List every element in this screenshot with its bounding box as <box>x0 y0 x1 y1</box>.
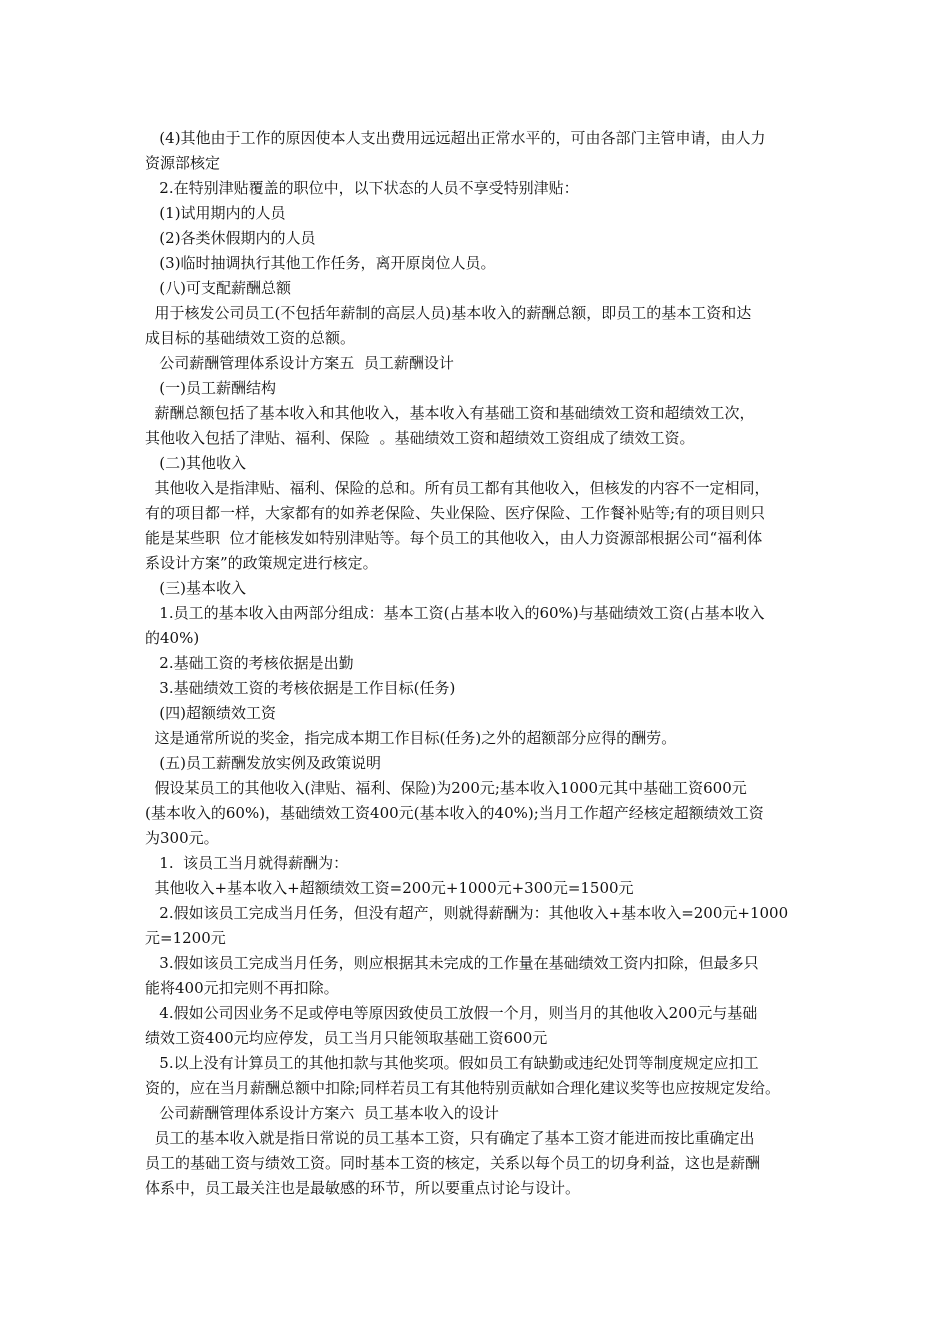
text-line: 薪酬总额包括了基本收入和其他收入，基本收入有基础工资和基础绩效工资和超绩效工次， <box>145 404 755 422</box>
text-line: 公司薪酬管理体系设计方案六 员工基本收入的设计 <box>145 1104 499 1122</box>
text-line: 用于核发公司员工(不包括年薪制的高层人员)基本收入的薪酬总额，即员工的基本工资和达 <box>145 304 752 322</box>
text-line: 其他收入是指津贴、福利、保险的总和。所有员工都有其他收入，但核发的内容不一定相同， <box>145 479 770 497</box>
text-line: 能是某些职 位才能核发如特别津贴等。每个员工的其他收入，由人力资源部根据公司“福利体 <box>145 529 763 547</box>
text-line: 元=1200元 <box>145 929 226 947</box>
text-line: 资的，应在当月薪酬总额中扣除;同样若员工有其他特别贡献如合理化建议奖等也应按规定发给。 <box>145 1079 781 1097</box>
text-line: 其他收入+基本收入+超额绩效工资=200元+1000元+300元=1500元 <box>145 879 634 897</box>
text-line: (一)员工薪酬结构 <box>145 379 277 397</box>
text-line: 5.以上没有计算员工的其他扣款与其他奖项。假如员工有缺勤或违纪处罚等制度规定应扣工 <box>145 1054 759 1072</box>
text-line: 4.假如公司因业务不足或停电等原因致使员工放假一个月，则当月的其他收入200元与基础 <box>145 1004 758 1022</box>
text-line: (2)各类休假期内的人员 <box>145 229 316 247</box>
text-line: 员工的基本收入就是指日常说的员工基本工资，只有确定了基本工资才能进而按比重确定出 <box>145 1129 755 1147</box>
text-line: 3.基础绩效工资的考核依据是工作目标(任务) <box>145 679 456 697</box>
text-line: 1. 该员工当月就得薪酬为： <box>145 854 349 872</box>
text-line: 这是通常所说的奖金，指完成本期工作目标(任务)之外的超额部分应得的酬劳。 <box>145 729 677 747</box>
text-line: 2.假如该员工完成当月任务，但没有超产，则就得薪酬为：其他收入+基本收入=200元+1000 <box>145 904 789 922</box>
text-line: 资源部核定 <box>145 154 221 172</box>
text-line: 其他收入包括了津贴、福利、保险 。基础绩效工资和超绩效工资组成了绩效工资。 <box>145 429 695 447</box>
text-line: (3)临时抽调执行其他工作任务，离开原岗位人员。 <box>145 254 496 272</box>
text-line: 公司薪酬管理体系设计方案五 员工薪酬设计 <box>145 354 454 372</box>
text-line: 能将400元扣完则不再扣除。 <box>145 979 339 997</box>
text-line: 成目标的基础绩效工资的总额。 <box>145 329 356 347</box>
text-line: (四)超额绩效工资 <box>145 704 277 722</box>
text-line: 为300元。 <box>145 829 219 847</box>
text-line: (基本收入的60%)，基础绩效工资400元(基本收入的40%);当月工作超产经核定超额绩效工资 <box>145 804 764 822</box>
text-line: (4)其他由于工作的原因使本人支出费用远远超出正常水平的，可由各部门主管申请，由人力 <box>145 129 766 147</box>
text-line: (三)基本收入 <box>145 579 247 597</box>
text-line: (1)试用期内的人员 <box>145 204 286 222</box>
text-line: 的40%) <box>145 629 200 647</box>
text-line: 假设某员工的其他收入(津贴、福利、保险)为200元;基本收入1000元其中基础工资600元 <box>145 779 747 797</box>
text-line: 有的项目都一样，大家都有的如养老保险、失业保险、医疗保险、工作餐补贴等;有的项目则只 <box>145 504 766 522</box>
text-line: (二)其他收入 <box>145 454 247 472</box>
document-body <box>145 126 825 1201</box>
text-line: (五)员工薪酬发放实例及政策说明 <box>145 754 382 772</box>
text-line: 2.基础工资的考核依据是出勤 <box>145 654 354 672</box>
text-line: 绩效工资400元均应停发，员工当月只能领取基础工资600元 <box>145 1029 548 1047</box>
text-line: 体系中，员工最关注也是最敏感的环节，所以要重点讨论与设计。 <box>145 1179 581 1197</box>
text-line: 员工的基础工资与绩效工资。同时基本工资的核定，关系以每个员工的切身利益，这也是薪酬 <box>145 1154 761 1172</box>
text-line: 3.假如该员工完成当月任务，则应根据其未完成的工作量在基础绩效工资内扣除，但最多只 <box>145 954 759 972</box>
text-line: 系设计方案”的政策规定进行核定。 <box>145 554 378 572</box>
text-line: 2.在特别津贴覆盖的职位中，以下状态的人员不享受特别津贴： <box>145 179 579 197</box>
text-line: (八)可支配薪酬总额 <box>145 279 292 297</box>
text-line: 1.员工的基本收入由两部分组成：基本工资(占基本收入的60%)与基础绩效工资(占基本收入 <box>145 604 765 622</box>
